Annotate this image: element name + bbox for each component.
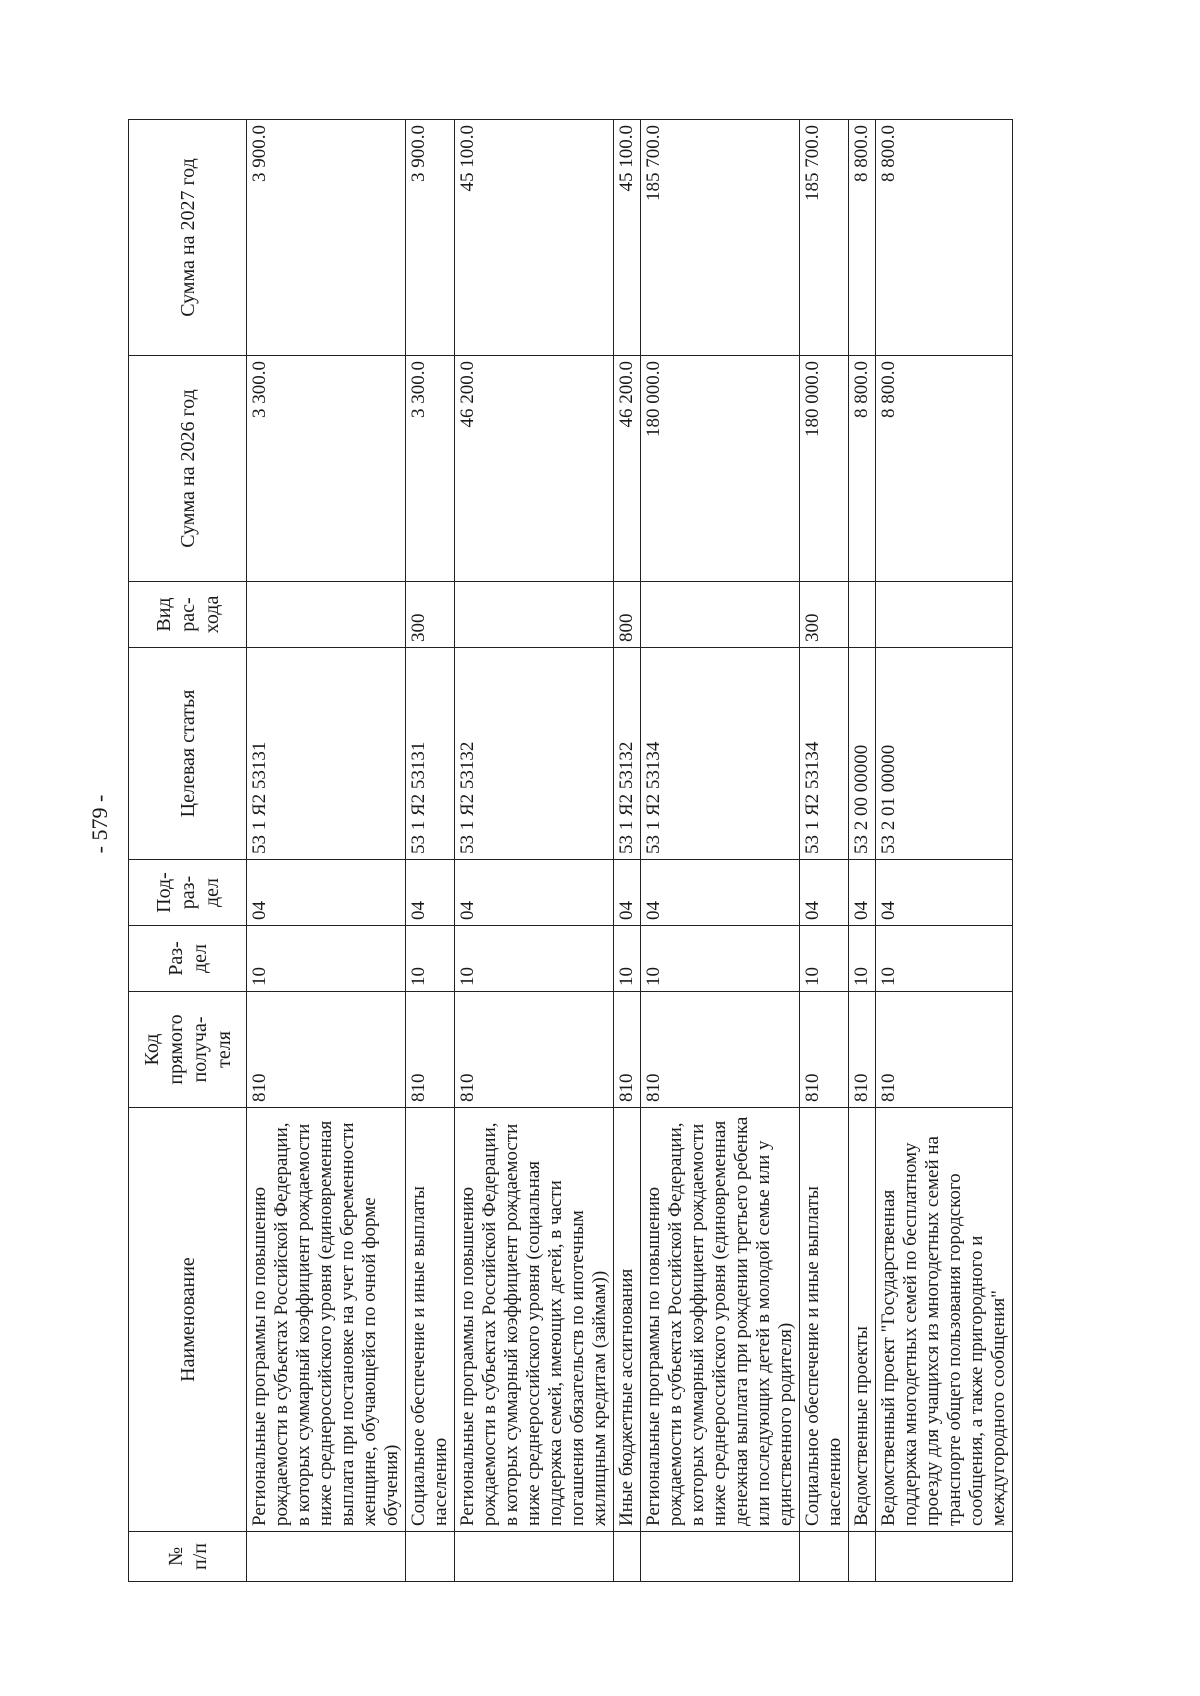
row-name: Ведомственный проект "Государственная поддержка многодетных семей по бесплатному проезду для учащихся из многодетных семей на транспорте общего пользования городского сообщения, а также пригородного и междугородного сообщения"	[876, 1108, 1013, 1532]
header-section: Раз- дел	[129, 926, 247, 992]
row-subsection: 04	[876, 860, 1013, 926]
row-name: Региональные программы по повышению рождаемости в субъектах Российской Федерации, в которых суммарный коэффициент рождаемости ниже среднероссийского уровня (социальная поддержка семей, имеющих детей, в части погашения обязательств по ипотечным жилищным кредитам (займам))	[455, 1108, 614, 1532]
row-name: Социальное обеспечение и иные выплаты населению	[406, 1108, 455, 1532]
row-recipient-code: 810	[406, 992, 455, 1108]
table-row	[406, 120, 455, 1582]
row-expense-kind	[641, 582, 800, 648]
row-name: Региональные программы по повышению рождаемости в субъектах Российской Федерации, в которых суммарный коэффициент рождаемости ниже среднероссийского уровня (единовременная денежная выплата при рождении третьего ребенка или последующих детей в молодой семье или у единственного родителя)	[641, 1108, 800, 1532]
row-subsection: 04	[406, 860, 455, 926]
row-sum-2027: 45 100.0	[455, 120, 614, 356]
row-sum-2027: 3 900.0	[406, 120, 455, 356]
row-num	[876, 1532, 1013, 1582]
page-number: - 579 -	[87, 794, 112, 854]
row-sum-2026: 8 800.0	[876, 356, 1013, 582]
row-sum-2026: 46 200.0	[455, 356, 614, 582]
row-recipient-code: 810	[614, 992, 641, 1108]
row-subsection: 04	[614, 860, 641, 926]
table-row	[455, 120, 614, 1582]
table-row	[247, 120, 406, 1582]
row-num	[247, 1532, 406, 1582]
row-section: 10	[876, 926, 1013, 992]
row-sum-2026: 3 300.0	[247, 356, 406, 582]
row-section: 10	[849, 926, 876, 992]
row-section: 10	[614, 926, 641, 992]
row-subsection: 04	[641, 860, 800, 926]
budget-sheet	[128, 120, 1050, 1582]
row-target-article: 53 1 Я2 53132	[614, 648, 641, 860]
header-recipient-code: Код прямого получа- теля	[129, 992, 247, 1108]
row-num	[800, 1532, 849, 1582]
row-subsection: 04	[800, 860, 849, 926]
row-recipient-code: 810	[849, 992, 876, 1108]
row-target-article: 53 2 01 00000	[876, 648, 1013, 860]
row-recipient-code: 810	[247, 992, 406, 1108]
row-sum-2027: 8 800.0	[876, 120, 1013, 356]
row-sum-2027: 45 100.0	[614, 120, 641, 356]
row-sum-2027: 8 800.0	[849, 120, 876, 356]
table-row	[614, 120, 641, 1582]
row-section: 10	[641, 926, 800, 992]
row-expense-kind: 300	[406, 582, 455, 648]
row-target-article: 53 1 Я2 53134	[641, 648, 800, 860]
row-expense-kind	[849, 582, 876, 648]
row-section: 10	[247, 926, 406, 992]
row-sum-2027: 185 700.0	[641, 120, 800, 356]
row-sum-2026: 180 000.0	[641, 356, 800, 582]
header-expense-kind: Вид рас- хода	[129, 582, 247, 648]
row-name: Иные бюджетные ассигнования	[614, 1108, 641, 1532]
row-num	[455, 1532, 614, 1582]
header-num: № п/п	[129, 1532, 247, 1582]
table-header-row	[129, 120, 247, 1582]
header-sum-2026: Сумма на 2026 год	[129, 356, 247, 582]
row-name: Социальное обеспечение и иные выплаты населению	[800, 1108, 849, 1532]
row-recipient-code: 810	[800, 992, 849, 1108]
row-num	[614, 1532, 641, 1582]
row-target-article: 53 1 Я2 53131	[247, 648, 406, 860]
row-expense-kind	[876, 582, 1013, 648]
row-expense-kind	[455, 582, 614, 648]
row-name: Ведомственные проекты	[849, 1108, 876, 1532]
row-target-article: 53 1 Я2 53134	[800, 648, 849, 860]
row-subsection: 04	[849, 860, 876, 926]
row-recipient-code: 810	[876, 992, 1013, 1108]
row-subsection: 04	[247, 860, 406, 926]
budget-table	[128, 119, 1013, 1582]
row-section: 10	[455, 926, 614, 992]
row-sum-2026: 46 200.0	[614, 356, 641, 582]
table-row	[800, 120, 849, 1582]
header-name: Наименование	[129, 1108, 247, 1532]
row-section: 10	[406, 926, 455, 992]
row-sum-2026: 180 000.0	[800, 356, 849, 582]
row-name: Региональные программы по повышению рождаемости в субъектах Российской Федерации, в которых суммарный коэффициент рождаемости ниже среднероссийского уровня (единовременная выплата при постановке на учет по беременности женщине, обучающейся по очной форме обучения)	[247, 1108, 406, 1532]
row-sum-2026: 3 300.0	[406, 356, 455, 582]
row-sum-2027: 185 700.0	[800, 120, 849, 356]
header-target-article: Целевая статья	[129, 648, 247, 860]
row-expense-kind: 300	[800, 582, 849, 648]
row-target-article: 53 1 Я2 53131	[406, 648, 455, 860]
row-expense-kind	[247, 582, 406, 648]
row-num	[849, 1532, 876, 1582]
header-subsection: Под- раз- дел	[129, 860, 247, 926]
row-target-article: 53 2 00 00000	[849, 648, 876, 860]
table-row	[876, 120, 1013, 1582]
row-expense-kind: 800	[614, 582, 641, 648]
row-sum-2027: 3 900.0	[247, 120, 406, 356]
row-target-article: 53 1 Я2 53132	[455, 648, 614, 860]
row-recipient-code: 810	[641, 992, 800, 1108]
row-subsection: 04	[455, 860, 614, 926]
row-num	[641, 1532, 800, 1582]
row-num	[406, 1532, 455, 1582]
row-recipient-code: 810	[455, 992, 614, 1108]
row-sum-2026: 8 800.0	[849, 356, 876, 582]
table-row	[849, 120, 876, 1582]
row-section: 10	[800, 926, 849, 992]
header-sum-2027: Сумма на 2027 год	[129, 120, 247, 356]
table-row	[641, 120, 800, 1582]
